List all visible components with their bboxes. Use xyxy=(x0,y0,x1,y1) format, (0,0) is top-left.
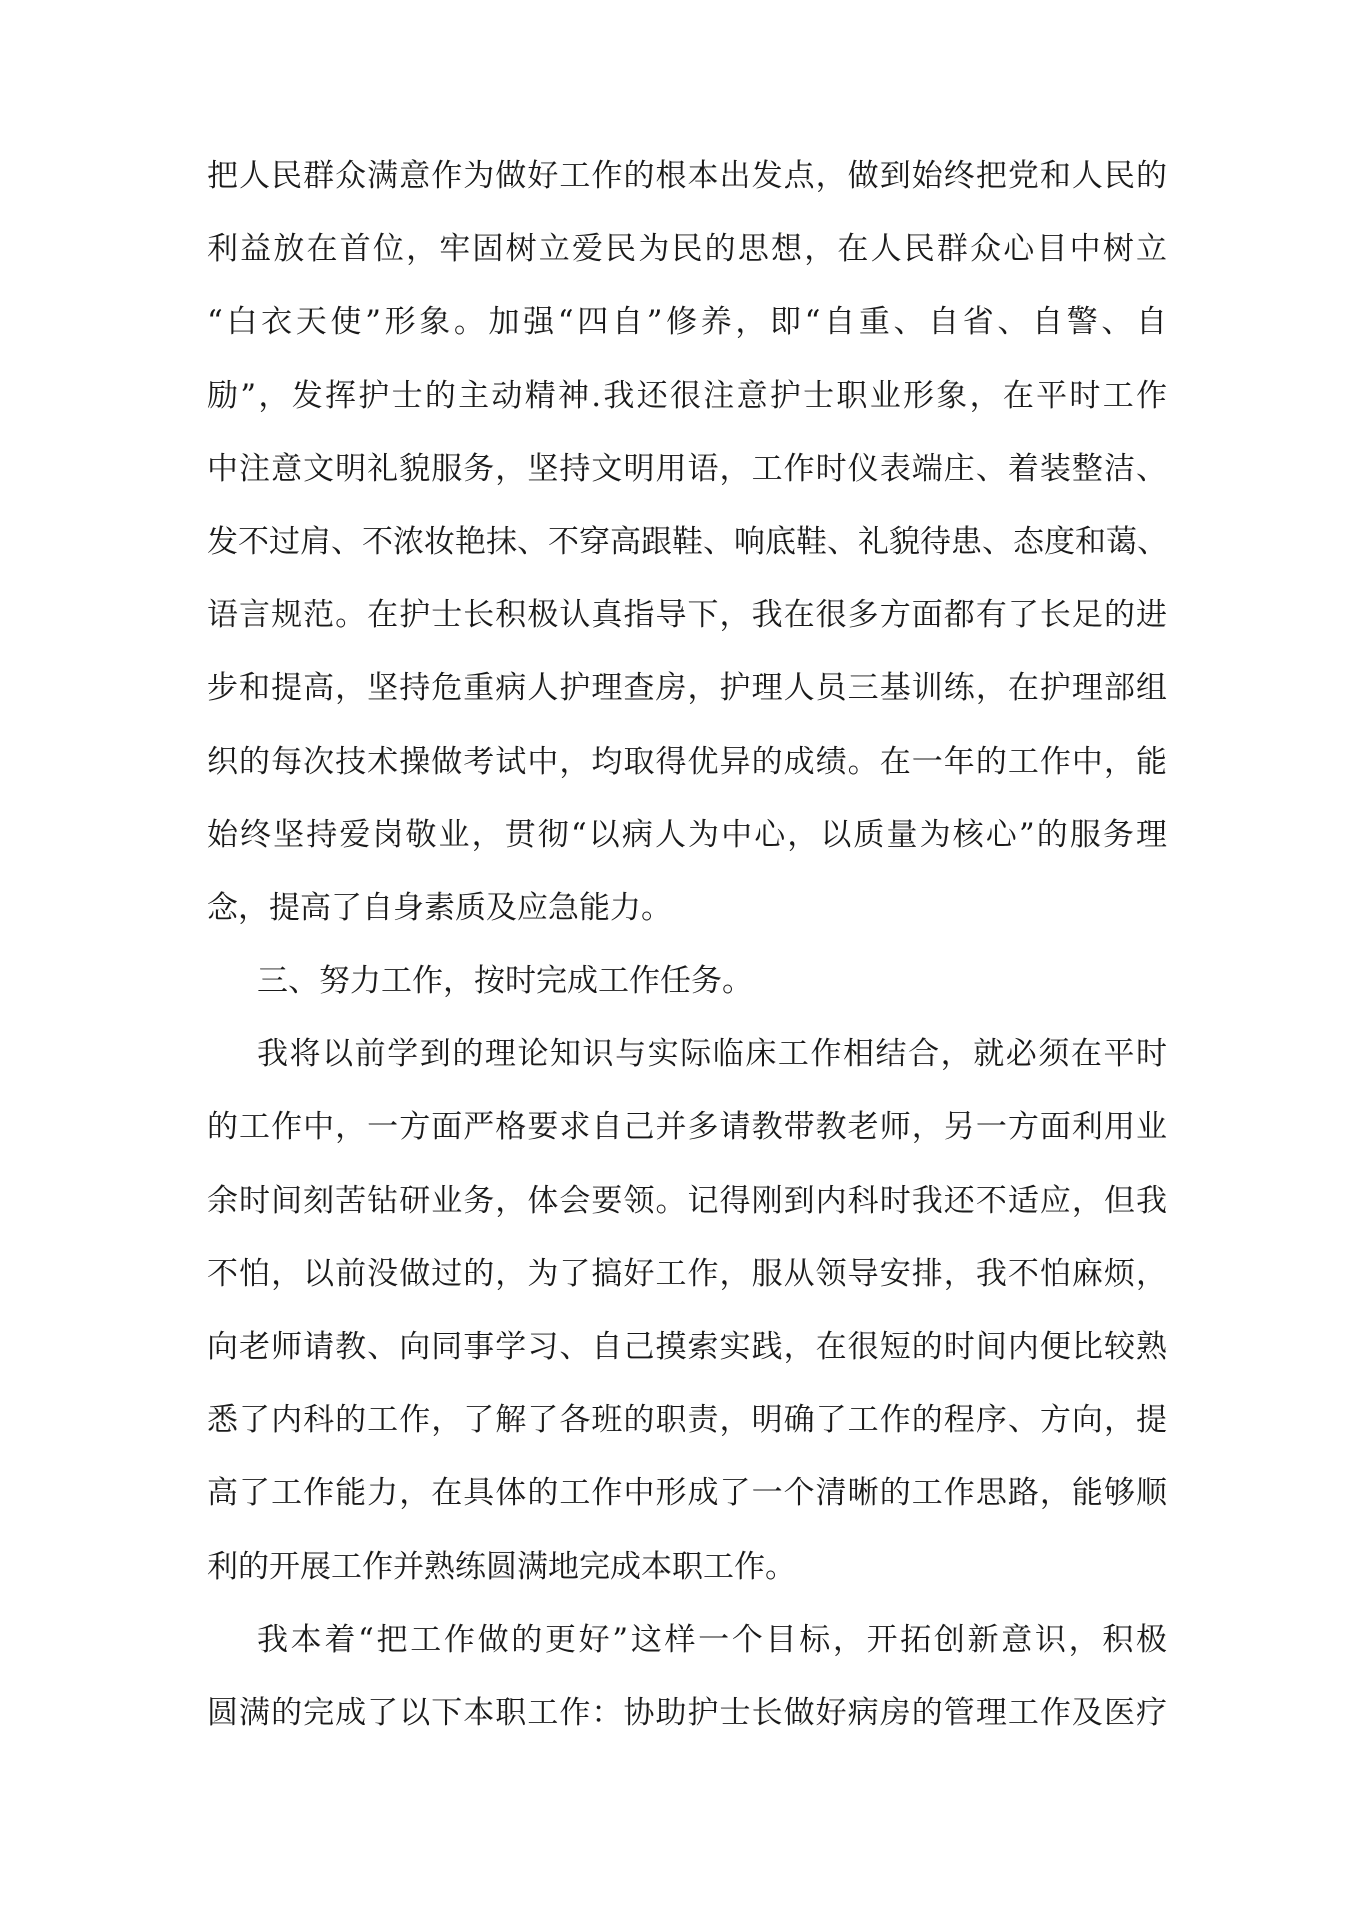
paragraph-line: 中注意文明礼貌服务，坚持文明用语，工作时仪表端庄、着装整洁、 xyxy=(207,450,1167,487)
paragraph-line: 织的每次技术操做考试中，均取得优异的成绩。在一年的工作中，能 xyxy=(207,743,1167,780)
paragraph-line: 利益放在首位，牢固树立爱民为民的思想，在人民群众心目中树立 xyxy=(207,231,1167,268)
paragraph-line: 高了工作能力，在具体的工作中形成了一个清晰的工作思路，能够顺 xyxy=(207,1475,1167,1512)
paragraph-line: “白衣天使”形象。加强“四自”修养，即“自重、自省、自警、自 xyxy=(207,304,1167,341)
paragraph-line: 我将以前学到的理论知识与实际临床工作相结合，就必须在平时 xyxy=(257,1036,1167,1073)
document-body xyxy=(207,140,1167,1750)
paragraph-line: 语言规范。在护士长积极认真指导下，我在很多方面都有了长足的进 xyxy=(207,597,1167,634)
paragraph-line: 始终坚持爱岗敬业，贯彻“以病人为中心，以质量为核心”的服务理 xyxy=(207,816,1167,853)
paragraph-line: 利的开展工作并熟练圆满地完成本职工作。 xyxy=(207,1548,796,1585)
paragraph-line: 圆满的完成了以下本职工作：协助护士长做好病房的管理工作及医疗 xyxy=(207,1694,1167,1731)
paragraph-line: 悉了内科的工作，了解了各班的职责，明确了工作的程序、方向，提 xyxy=(207,1402,1167,1439)
paragraph-line: 念，提高了自身素质及应急能力。 xyxy=(207,889,672,926)
paragraph-line: 的工作中，一方面严格要求自己并多请教带教老师，另一方面利用业 xyxy=(207,1109,1167,1146)
paragraph-line: 向老师请教、向同事学习、自己摸索实践，在很短的时间内便比较熟 xyxy=(207,1329,1167,1365)
section-heading: 三、努力工作，按时完成工作任务。 xyxy=(257,963,753,1000)
paragraph-line: 我本着“把工作做的更好”这样一个目标，开拓创新意识，积极 xyxy=(257,1621,1167,1658)
paragraph-line: 不怕，以前没做过的，为了搞好工作，服从领导安排，我不怕麻烦， xyxy=(207,1255,1167,1292)
paragraph-line: 励”，发挥护士的主动精神.我还很注意护士职业形象，在平时工作 xyxy=(207,377,1167,414)
paragraph-line: 余时间刻苦钻研业务，体会要领。记得刚到内科时我还不适应，但我 xyxy=(207,1182,1167,1219)
paragraph-line: 步和提高，坚持危重病人护理查房，护理人员三基训练，在护理部组 xyxy=(207,670,1167,707)
paragraph-line: 发不过肩、不浓妆艳抹、不穿高跟鞋、响底鞋、礼貌待患、态度和蔼、 xyxy=(207,523,1168,560)
paragraph-line: 把人民群众满意作为做好工作的根本出发点，做到始终把党和人民的 xyxy=(207,158,1167,194)
